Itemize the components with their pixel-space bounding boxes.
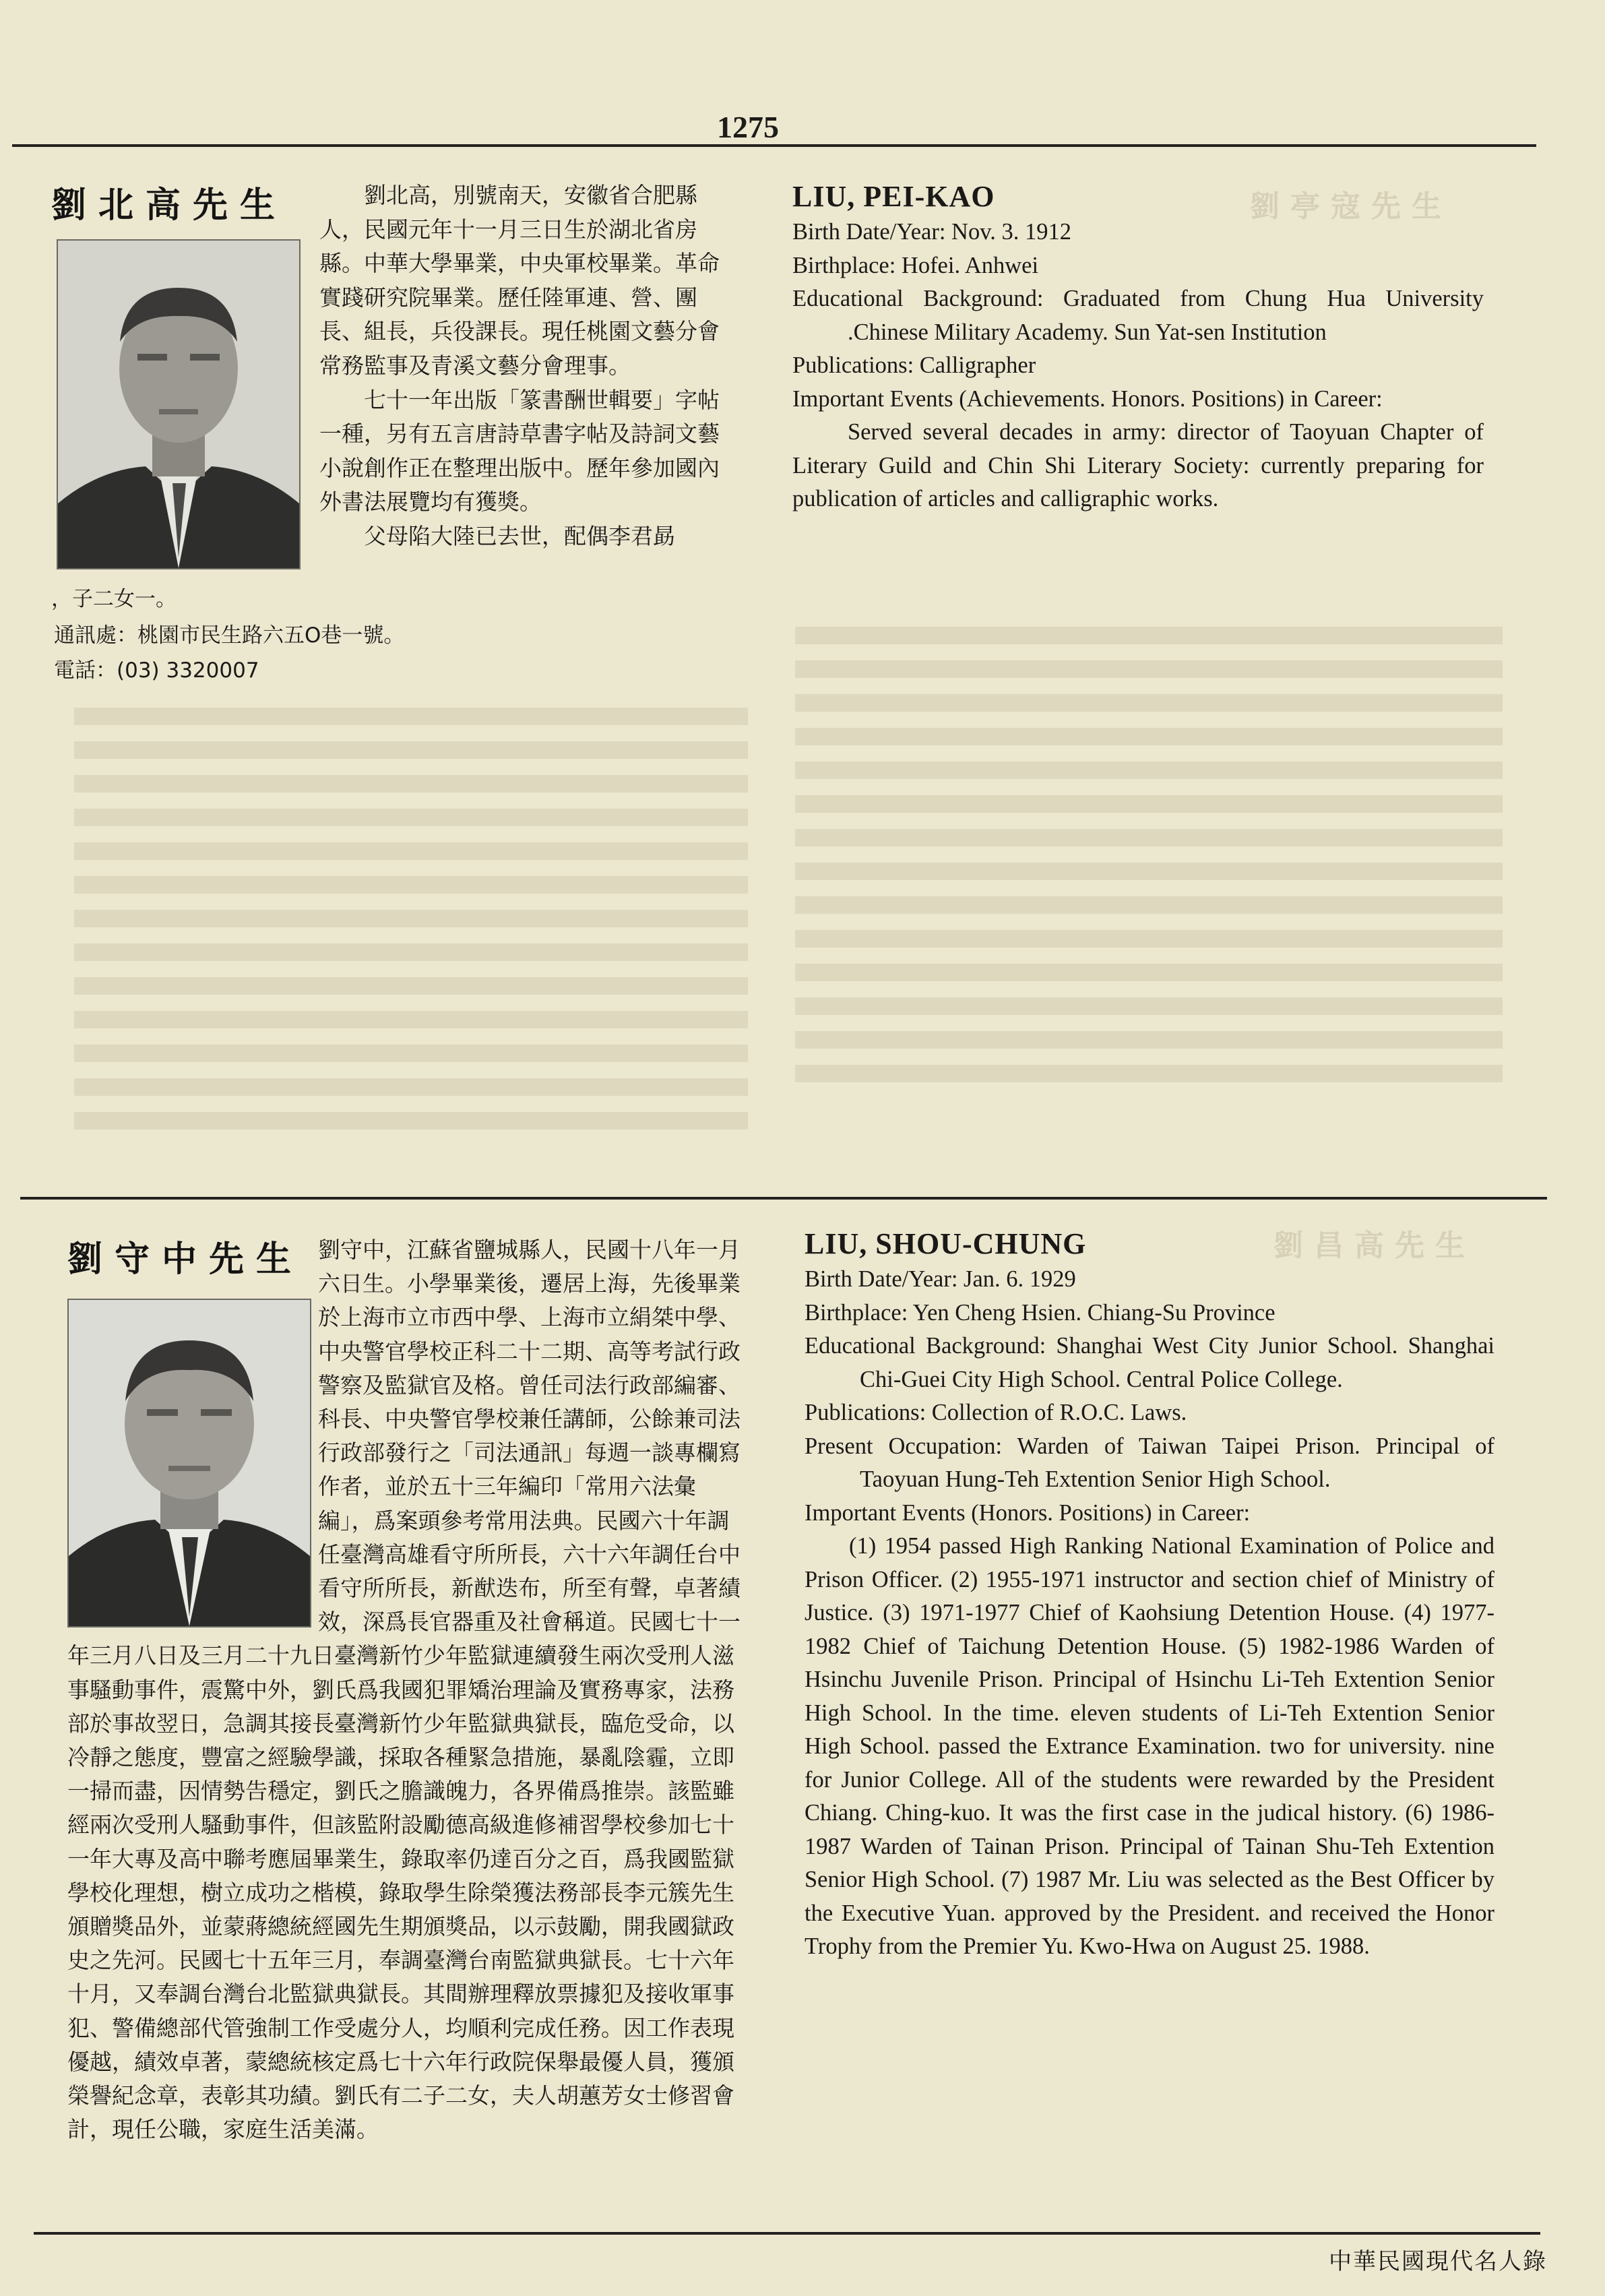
entry1-bio-para-2: 七十一年出版「篆書酬世輯要」字帖一種，另有五言唐詩草書字帖及詩詞文藝小說創作正在整理出版中。歷年參加國內外書法展覽均有獲獎。 xyxy=(319,386,720,516)
entry2-birthplace-en: Birthplace: Yen Cheng Hsien. Chiang-Su Province xyxy=(805,1299,1276,1326)
show-through-name-top: 劉亭寇先生 xyxy=(1250,189,1452,224)
entry2-bio-cn xyxy=(67,1233,749,2146)
entry1-name-en: LIU, PEI-KAO xyxy=(792,180,995,213)
show-through-text-left xyxy=(74,708,748,1146)
entry1-phone-cn: 電話：(03) 3320007 xyxy=(54,658,259,683)
entry2-events-en: (1) 1954 passed High Ranking National Examination of Police and Prison Officer. (2) 1955-1971 instructor and section chief of Ministry of Justice. (3) 1971-1977 Chief of Kaohsiung Detention House. (4) 1977-1982 Chief of Taichung Detention House. (5) 1982-1986 Warden of Hsinchu Juvenile Prison. Principal of Hsinchu Li-Teh Extention Senior High School. In the time. eleven students of Li-Teh Extention Senior High School. passed the Extrance Examination. two for university. nine for Junior College. All of the students were rewarded by the President Chiang. Ching-kuo. It was the first case in the judical history. (6) 1986-1987 Warden of Tainan Prison. Principal of Tainan Shu-Teh Extention Senior High School. (7) 1987 Mr. Liu was selected as the Best Officer by the Executive Yuan. approved by the President. and received the Honor Trophy from the Premier Yu. Kwo-Hwa on August 25. 1988. xyxy=(805,1533,1494,1959)
entry1-publications-en: Publications: Calligrapher xyxy=(792,352,1036,378)
entry1-events-heading-en: Important Events (Achievements. Honors. Positions) in Career: xyxy=(792,385,1383,412)
footer-book-title: 中華民國現代名人錄 xyxy=(1329,2248,1547,2275)
entry2-name-cn: 劉守中先生 xyxy=(67,1239,304,1280)
entry1-bio-cn-tail: ，子二女一。 xyxy=(51,587,177,611)
entry1-bio-en xyxy=(792,178,1484,516)
entry2-publications-en: Publications: Collection of R.O.C. Laws. xyxy=(805,1400,1187,1425)
entry1-bio-cn xyxy=(319,179,730,554)
portrait-figure-icon xyxy=(58,241,299,568)
entry1-birth-en: Birth Date/Year: Nov. 3. 1912 xyxy=(792,219,1071,245)
entry1-education-en: Educational Background: Graduated from Chung Hua University .Chinese Military Academy. Sun Yat-sen Institution xyxy=(792,286,1484,345)
entry2-bio-para: 劉守中，江蘇省鹽城縣人，民國十八年一月六日生。小學畢業後，遷居上海，先後畢業於上海市立市西中學、上海市立絹桀中學、中央警官學校正科二十二期、高等考試行政警察及監獄官及格。曾任司法行政部編審、科長、中央警官學校兼任講師，公餘兼司法行政部發行之「司法通訊」每週一談專欄寫作者，並於五十三年編印「常用六法彙編」，爲案頭參考常用法典。民國六十年調任臺灣高雄看守所所長，六十六年調任台中看守所所長，新猷迭布，所至有聲，卓著績效，深爲長官器重及社會稱道。民國七十一年三月八日及三月二十九日臺灣新竹少年監獄連續發生兩次受刑人滋事騷動事件，震驚中外，劉氏爲我國犯罪矯治理論及實務專家，法務部於事故翌日，急調其接長臺灣新竹少年監獄典獄長，臨危受命，以冷靜之態度，豐富之經驗學識，採取各種緊急措施，暴亂陰霾，立即一掃而盡，因情勢告穩定，劉氏之膽識魄力，各界備爲推崇。該監雖經兩次受刑人騷動事件，但該監附設勵德高級進修補習學校參加七十一年大專及高中聯考應屆畢業生，錄取率仍達百分之百，爲我國監獄學校化理想，樹立成功之楷模，錄取學生除榮獲法務部長李元簇先生頒贈獎品外，並蒙蔣總統經國先生期頒獎品，以示鼓勵，開我國獄政史之先河。民國七十五年三月，奉調臺灣台南監獄典獄長。七十六年十月，又奉調台灣台北監獄典獄長。其間辦理釋放票據犯及接收軍事犯、警備總部代管強制工作受處分人，均順利完成任務。因工作表現優越，績效卓著，蒙總統核定爲七十六年行政院保舉最優人員，獲頒榮譽紀念章，表彰其功績。劉氏有二子二女，夫人胡蕙芳女士修習會計，現任公職，家庭生活美滿。 xyxy=(67,1237,741,2143)
entry2-bio-float-spacer xyxy=(67,1233,318,1611)
entry2-occupation-en: Present Occupation: Warden of Taiwan Taipei Prison. Principal of Taoyuan Hung-Teh Extention Senior High School. xyxy=(805,1433,1494,1492)
header-rule xyxy=(12,144,1536,147)
entry1-bio-para-1: 劉北高，別號南天，安徽省合肥縣人，民國元年十一月三日生於湖北省房縣。中華大學畢業，中央軍校畢業。革命實踐研究院畢業。歷任陸軍連、營、團長、組長，兵役課長。現任桃園文藝分會常務監事及青溪文藝分會理事。 xyxy=(319,182,720,379)
entry1-birthplace-en: Birthplace: Hofei. Anhwei xyxy=(792,252,1039,278)
entry1-bio-para-3: 父母陷大陸已去世，配偶李君勗 xyxy=(364,522,675,549)
entry2-bio-en xyxy=(805,1225,1494,1964)
entry2-name-en: LIU, SHOU-CHUNG xyxy=(805,1227,1087,1260)
entry1-events-en: Served several decades in army: director of Taoyuan Chapter of Literary Guild and Chin Shi Literary Society: currently preparing for publication of articles and calligraphic works. xyxy=(792,419,1484,511)
entry2-birth-en: Birth Date/Year: Jan. 6. 1929 xyxy=(805,1266,1076,1292)
entry1-portrait-photo xyxy=(57,239,301,569)
page-number: 1275 xyxy=(717,110,779,144)
show-through-text-top xyxy=(795,627,1503,1098)
show-through-name-bottom: 劉昌高先生 xyxy=(1273,1229,1476,1263)
entry1-address-cn: 通訊處：桃園市民生路六五O巷一號。 xyxy=(54,623,405,648)
footer-rule xyxy=(34,2232,1540,2235)
entry-divider-rule xyxy=(20,1197,1547,1200)
entry2-events-heading-en: Important Events (Honors. Positions) in Career: xyxy=(805,1499,1251,1526)
entry2-education-en: Educational Background: Shanghai West City Junior School. Shanghai Chi-Guei City High School. Central Police College. xyxy=(805,1333,1494,1392)
entry1-name-cn: 劉北高先生 xyxy=(51,185,288,226)
